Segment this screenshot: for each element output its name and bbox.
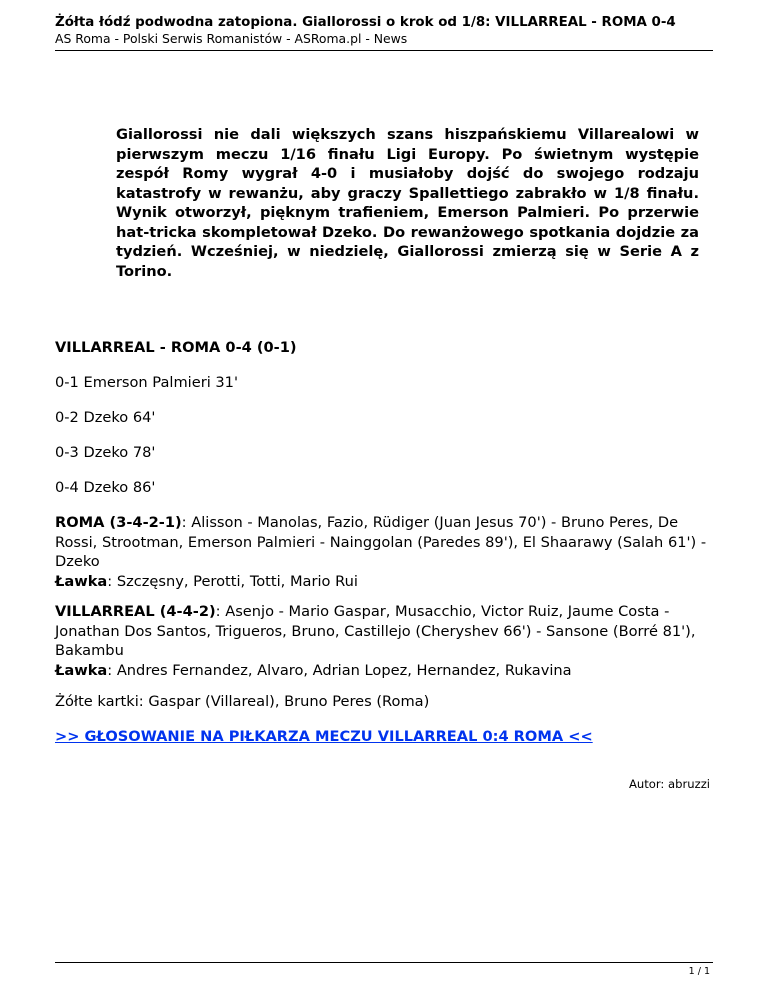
goal-item: 0-2 Dzeko 64' [55, 409, 156, 426]
villarreal-label: VILLARREAL (4-4-2) [55, 603, 216, 620]
vote-link-row [55, 727, 715, 747]
yellow-cards: Żółte kartki: Gaspar (Villareal), Bruno Peres (Roma) [55, 693, 430, 710]
roma-label: ROMA (3-4-2-1) [55, 514, 182, 531]
header-divider [55, 50, 713, 51]
goal-item: 0-4 Dzeko 86' [55, 479, 156, 496]
roma-bench: : Szczęsny, Perotti, Totti, Mario Rui [107, 572, 358, 590]
goal-item: 0-1 Emerson Palmieri 31' [55, 374, 238, 391]
page-number: 1 / 1 [688, 966, 710, 977]
goal-item: 0-3 Dzeko 78' [55, 444, 156, 461]
villarreal-bench: : Andres Fernandez, Alvaro, Adrian Lopez, Hernandez, Rukavina [107, 661, 572, 679]
footer-divider [55, 962, 713, 963]
roma-bench-label: Ławka [55, 572, 108, 590]
roma-lineup [55, 513, 715, 591]
villarreal-bench-label: Ławka [55, 661, 108, 679]
villarreal-lineup [55, 602, 715, 680]
site-name: AS Roma - Polski Serwis Romanistów - ASRoma.pl - News [55, 31, 408, 46]
villarreal-players: : Asenjo - Mario Gaspar, Musacchio, Victor Ruiz, Jaume Costa - Jonathan Dos Santos, Trigueros, Bruno, Castillejo (Cheryshev 66') - Sansone (Borré 81'), Bakambu [55, 603, 696, 659]
article-lead: Giallorossi nie dali większych szans hiszpańskiemu Villarealowi w pierwszym meczu 1/16 finału Ligi Europy. Po świetnym występie zespół Romy wygrał 4-0 i musiałoby dojść do swojego rodzaju katastrofy w rewanżu, aby graczy Spallettiego zabrakło w 1/8 finału. Wynik otworzył, pięknym trafieniem, Emerson Palmieri. Po przerwie hat-tricka skompletował Dzeko. Do rewanżowego spotkania dojdzie za tydzień. Wcześniej, w niedzielę, Giallorossi zmierzą się w Serie A z Torino. [116, 126, 699, 280]
page-header [55, 14, 713, 47]
roma-players: : Alisson - Manolas, Fazio, Rüdiger (Juan Jesus 70') - Bruno Peres, De Rossi, Strootman, Emerson Palmieri - Nainggolan (Paredes 89'), El Shaarawy (Salah 61') - Dzeko [55, 514, 707, 570]
article-title: Żółta łódź podwodna zatopiona. Giallorossi o krok od 1/8: VILLARREAL - ROMA 0-4 [55, 15, 676, 30]
match-title: VILLARREAL - ROMA 0-4 (0-1) [55, 339, 297, 356]
vote-link[interactable]: >> GŁOSOWANIE NA PIŁKARZA MECZU VILLARREAL 0:4 ROMA << [55, 728, 593, 745]
author-credit: Autor: abruzzi [628, 777, 710, 791]
